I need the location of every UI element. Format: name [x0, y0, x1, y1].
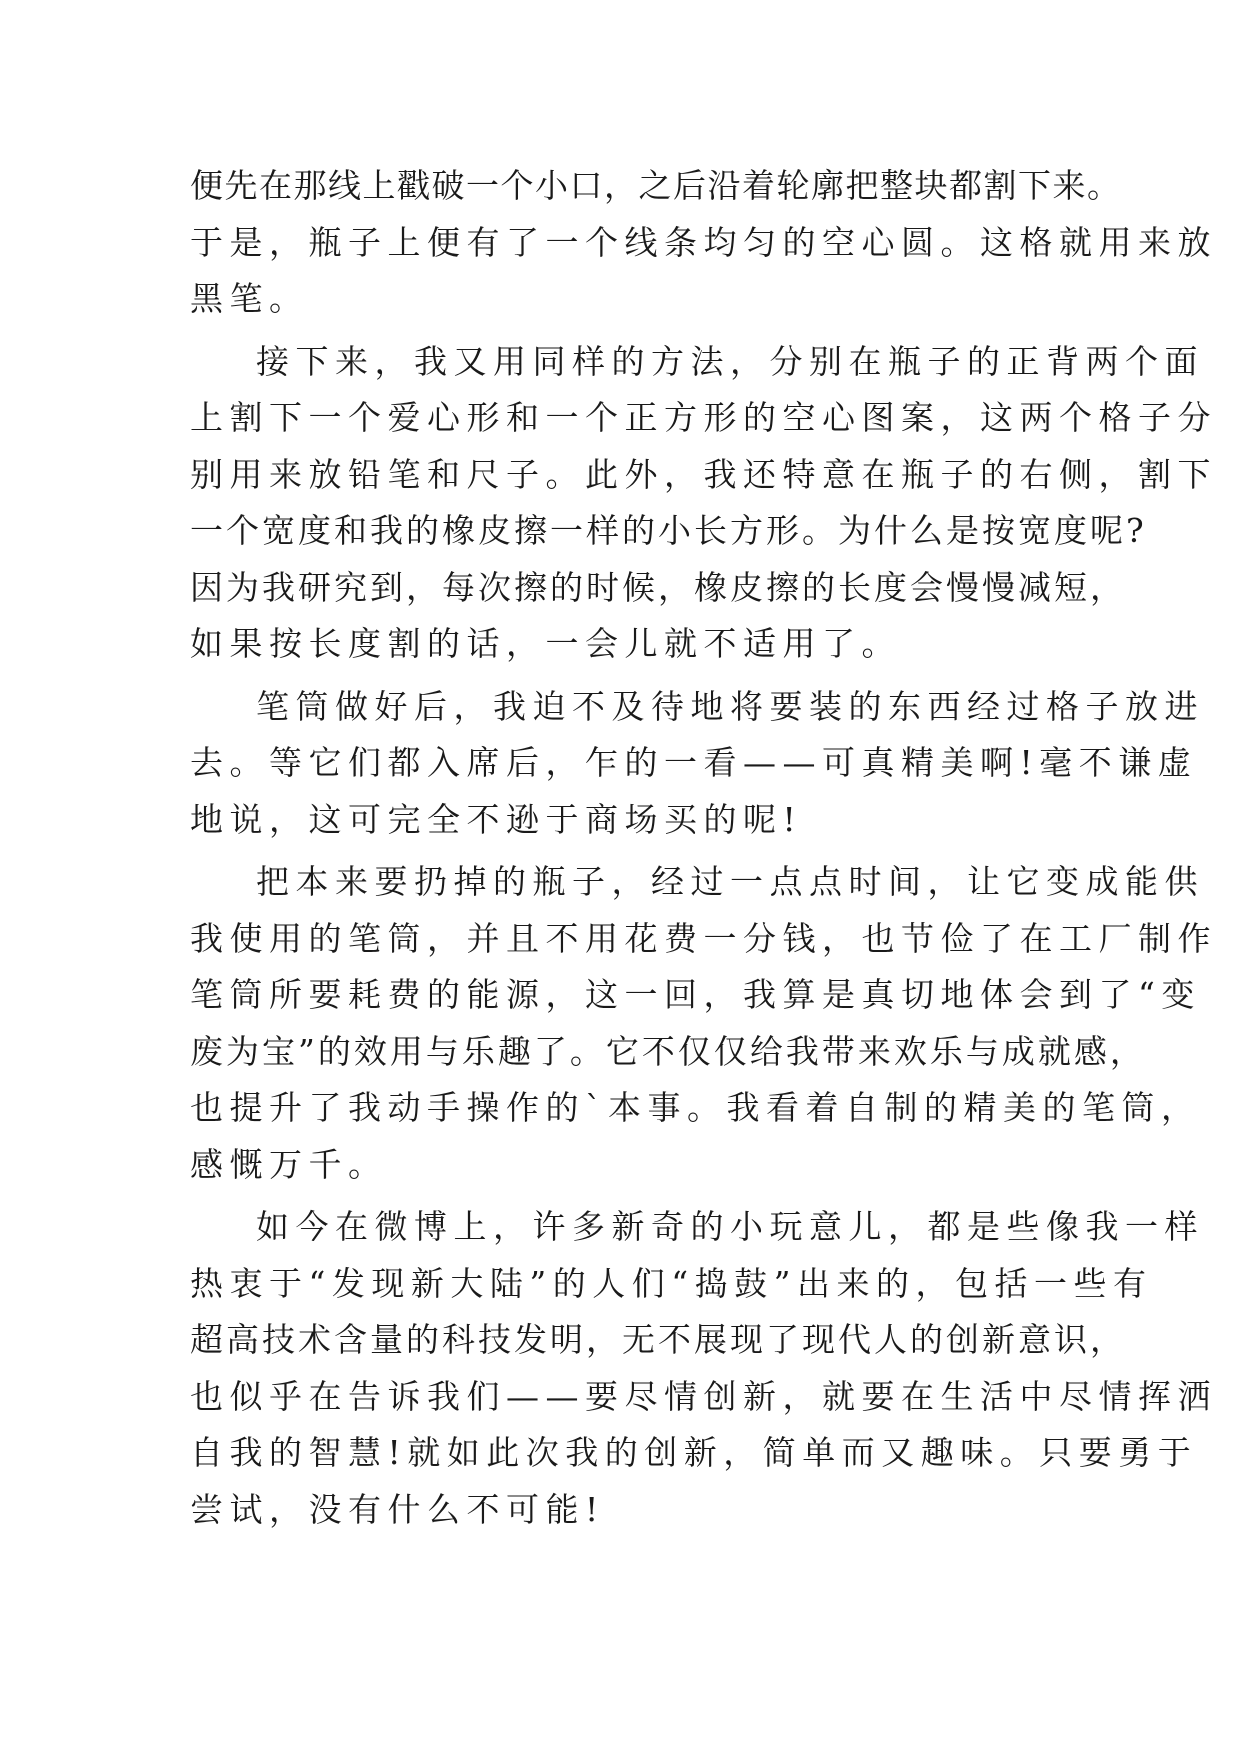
text-line: 感慨万千。: [190, 1144, 388, 1184]
text-line: 上割下一个爱心形和一个正方形的空心图案，这两个格子分: [190, 398, 1217, 437]
text-line: 自我的智慧!就如此次我的创新，简单而又趣味。只要勇于: [190, 1433, 1198, 1472]
text-line: 也似乎在告诉我们——要尽情创新，就要在生活中尽情挥洒: [190, 1376, 1217, 1416]
text-line: 也提升了我动手操作的`本事。我看着自制的精美的笔筒，: [190, 1088, 1201, 1127]
text-line: 去。等它们都入席后，乍的一看——可真精美啊!毫不谦虚: [190, 743, 1198, 782]
text-line: 一个宽度和我的橡皮擦一样的小长方形。为什么是按宽度呢?: [190, 511, 1147, 550]
text-line: 于是，瓶子上便有了一个线条均匀的空心圆。这格就用来放: [190, 222, 1217, 262]
text-line: 热衷于“发现新大陆”的人们“捣鼓”出来的，包括一些有: [190, 1263, 1153, 1303]
text-line: 笔筒所要耗费的能源，这一回，我算是真切地体会到了“变: [190, 975, 1201, 1014]
text-line: 如果按长度割的话，一会儿就不适用了。: [190, 624, 901, 663]
text-line: 如今在微博上，许多新奇的小玩意儿，都是些像我一样: [256, 1207, 1204, 1246]
text-line: 尝试，没有什么不可能!: [190, 1489, 605, 1529]
text-line: 因为我研究到，每次擦的时候，橡皮擦的长度会慢慢减短，: [190, 567, 1126, 607]
text-line: 把本来要扔掉的瓶子，经过一点点时间，让它变成能供: [256, 862, 1204, 901]
paragraph: [190, 679, 1204, 849]
text-line: 别用来放铅笔和尺子。此外，我还特意在瓶子的右侧，割下: [190, 454, 1217, 494]
text-line: 废为宝”的效用与乐趣了。它不仅仅给我带来欢乐与成就感，: [190, 1031, 1146, 1071]
text-line: 笔筒做好后，我迫不及待地将要装的东西经过格子放进: [256, 686, 1204, 726]
paragraph: [190, 1199, 1217, 1538]
text-line: 我使用的笔筒，并且不用花费一分钱，也节俭了在工厂制作: [190, 918, 1217, 958]
text-line: 接下来，我又用同样的方法，分别在瓶子的正背两个面: [256, 341, 1204, 381]
document-body: [190, 158, 1217, 1538]
text-line: 地说，这可完全不逊于商场买的呢!: [190, 799, 803, 839]
text-line: 黑笔。: [190, 279, 309, 318]
paragraph: [190, 854, 1217, 1193]
text-line: 超高技术含量的科技发明，无不展现了现代人的创新意识，: [190, 1320, 1126, 1359]
paragraph: [190, 334, 1217, 673]
text-line: 便先在那线上戳破一个小口，之后沿着轮廓把整块都割下来。: [190, 166, 1122, 205]
paragraph: [190, 158, 1217, 328]
